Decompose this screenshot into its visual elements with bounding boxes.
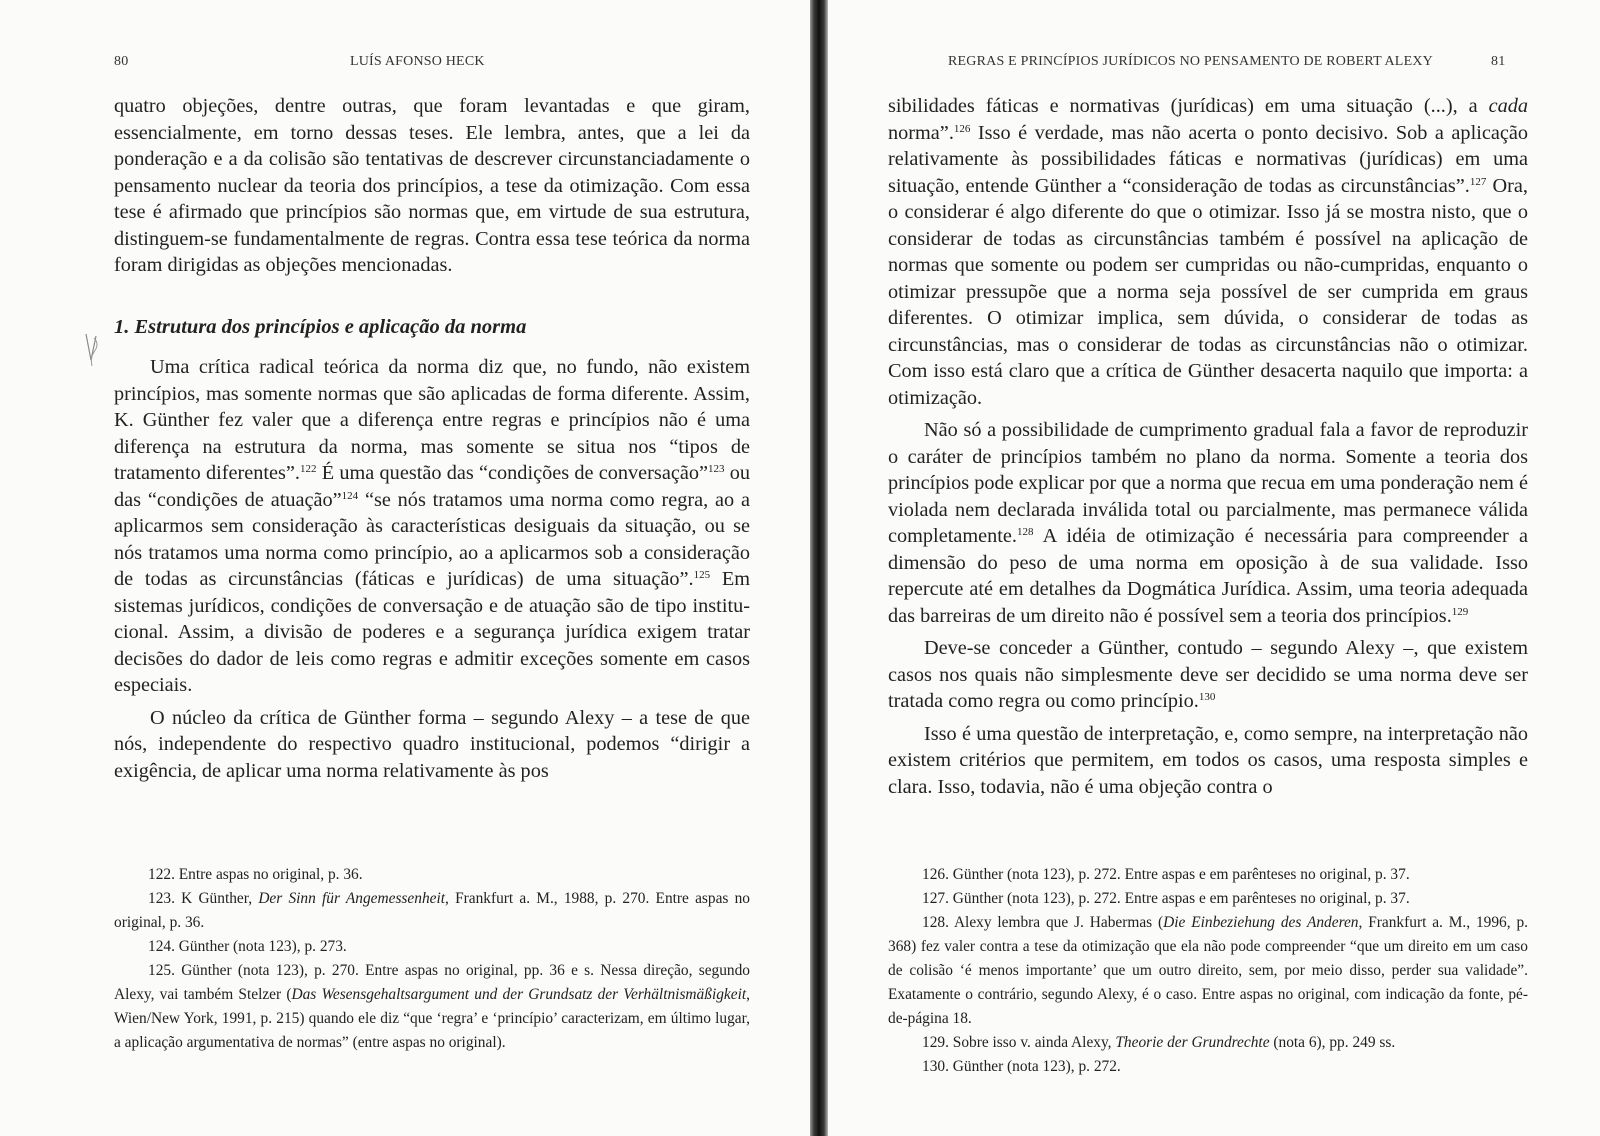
right-body-text [888, 93, 1528, 800]
footnote-ref[interactable]: 124 [341, 489, 359, 502]
paragraph: Deve-se conceder a Günther, contudo – segundo Alexy –, que existem casos nos quais não simplesmente deve ser decidido se uma norma deve ser tratada como regra ou como princípio.$^{130}$ [888, 637, 1528, 712]
footnote: 124. Günther (nota 123), p. 273. [148, 938, 347, 955]
left-footnotes [114, 863, 750, 1055]
footnote: 128. Alexy lembra que J. Habermas (Die Einbeziehung des Anderen, Frankfurt a. M., 1996, p. 368) fez valer contra a tese da otimização que ela não pode compreender “que um direito em um caso de colisão ‘é menos importante’ que um outro direito, sem, por meio disso, perder sua validade”. Exatamente o contrário, segundo Alexy, é o caso. Entre aspas no original, com indicação da fonte, pé-de-página 18. [888, 914, 1528, 1027]
footnote: 130. Günther (nota 123), p. 272. [922, 1058, 1121, 1075]
paragraph: Isso é uma questão de interpretação, e, como sempre, na interpretação não existem critérios que permitem, em todos os casos, uma resposta simples e clara. Isso, todavia, não é uma objeção contra o [888, 722, 1528, 798]
intro-paragraph: quatro objeções, dentre outras, que foram levantadas e que giram, essencialmente, em torno dessas teses. Ele lembra, antes, que a lei da ponderação e a da colisão são tentativas de descrever circunstanciadamente o pensamento nuclear da teoria dos princípios, a tese da otimização. Com essa tese é afirmado que princípios são normas que, em virtude de sua estrutura, distinguem-se fundamentalmente de regras. Contra essa tese teórica da norma foram dirigidas as objeções mencionadas. [114, 95, 750, 276]
paragraph: sibilidades fáticas e normativas (jurídicas) em uma situação (...), a cada norma”.$^{126}$ Isso é verdade, mas não acerta o ponto decisivo. Sob a aplicação relativamente às possibilidades fáticas e normativas (jurídicas) em uma situação, entende Günther a “consideração de todas as circunstâncias”.$^{127}$ Ora, o considerar é algo diferente do que o otimizar. Isso já se mostra nisto, que o considerar de todas as circunstâncias também é possível na aplicação de normas que somente ou podem ser cumpridas ou não-cumpridas, enquanto o otimizar pressupõe que a norma seja possível de ser cumprida em graus diferentes. O otimizar implica, sem dúvida, o considerar de todas as circunstâncias, mas o considerar de todas as circunstâncias não o otimizar. Com isso está claro que a crítica de Günther desacerta naquilo que importa: a otimização. [888, 95, 1528, 409]
footnote-ref[interactable]: 128 [1016, 526, 1034, 538]
paragraph: Não só a possibilidade de cumprimento gradual fala a favor de reproduzir o caráter de princípios também no plano da norma. Somente a teoria dos princípios pode explicar por que a norma que recua em uma ponderação nem é violada nem declarada inválida total ou parcialmente, mas permanece válida completamente.$^{128}$ A idéia de otimização é necessária para compreender a dimensão do peso de uma norma em oposição à de sua validade. Isso repercute até em detalhes da Dogmática Jurídica. Assim, uma teoria adequada das barreiras de um direito não é possível sem a teoria dos princípios.$^{129}$ [888, 419, 1528, 627]
footnote: 122. Entre aspas no original, p. 36. [148, 866, 363, 883]
right-footnotes [888, 863, 1528, 1079]
footnote-ref[interactable]: 130 [1198, 691, 1216, 703]
right-page-number: 81 [1491, 54, 1506, 69]
book-gutter [810, 0, 828, 1136]
handwritten-margin-mark [82, 330, 108, 370]
left-running-head: LUÍS AFONSO HECK [350, 54, 485, 69]
right-page [828, 0, 1600, 1136]
paragraph: O núcleo da crítica de Günther forma – segundo Alexy – a tese de que nós, independente do respectivo quadro institucional, podemos “dirigir a exigência, de aplicar uma norma relativamente às pos [114, 706, 750, 782]
footnote: 127. Günther (nota 123), p. 272. Entre aspas e em parênteses no original, p. 37. [922, 890, 1410, 907]
footnote-ref[interactable]: 126 [953, 122, 971, 135]
section-heading: 1. Estrutura dos princípios e aplicação da norma [114, 315, 527, 338]
right-running-head: REGRAS E PRINCÍPIOS JURÍDICOS NO PENSAMENTO DE ROBERT ALEXY [948, 54, 1433, 69]
footnote: 129. Sobre isso v. ainda Alexy, Theorie der Grundrechte (nota 6), pp. 249 ss. [922, 1034, 1396, 1051]
left-page-number: 80 [114, 54, 129, 69]
paragraph: Uma crítica radical teórica da norma diz que, no fundo, não existem princípios, mas somente normas que são aplicadas de forma diferente. Assim, K. Günther fez valer que a diferença entre regras e princípios não é uma diferença na estrutura da norma, mas somente se situa nos “tipos de tratamento diferentes”.$^{122}$ É uma questão das “condições de conversação”$^{123}$ ou das “condições de atuação”$^{124}$ “se nós tratamos uma norma como regra, ao a aplicarmos sem consideração às características desiguais da situação, ou se nós tratamos uma norma como princípio, ao a aplicarmos sob a consideração de todas as circunstâncias (fáticas e jurídicas) de uma situação”.$^{125}$ Em sistemas jurídicos, condições de conversação e de atuação são de tipo institucional. Assim, a divisão de poderes e a segurança jurídica exigem tratar decisões do dador de leis como regras e admitir exceções somente em casos especiais. [114, 356, 751, 696]
footnote: 125. Günther (nota 123), p. 270. Entre aspas no original, pp. 36 e s. Nessa direção, segundo Alexy, vai também Stelzer (Das Wesensgehaltsargument und der Grundsatz der Verhältnismäßigkeit, Wien/New York, 1991, p. 215) quando ele diz “que ‘regra’ e ‘princípio’ caracterizam, em último lugar, a aplicação argumentativa de normas” (entre aspas no original). [114, 962, 750, 1051]
footnote-ref[interactable]: 125 [693, 569, 711, 581]
footnote-ref[interactable]: 122 [300, 463, 317, 475]
footnote: 126. Günther (nota 123), p. 272. Entre aspas e em parênteses no original, p. 37. [922, 866, 1410, 883]
footnote-ref[interactable]: 127 [1469, 175, 1487, 188]
footnote-ref[interactable]: 123 [707, 463, 725, 475]
left-body-text [114, 93, 750, 784]
footnote-ref[interactable]: 129 [1451, 605, 1469, 618]
footnote: 123. K Günther, Der Sinn für Angemessenheit, Frankfurt a. M., 1988, p. 270. Entre aspas no original, p. 36. [114, 890, 750, 931]
